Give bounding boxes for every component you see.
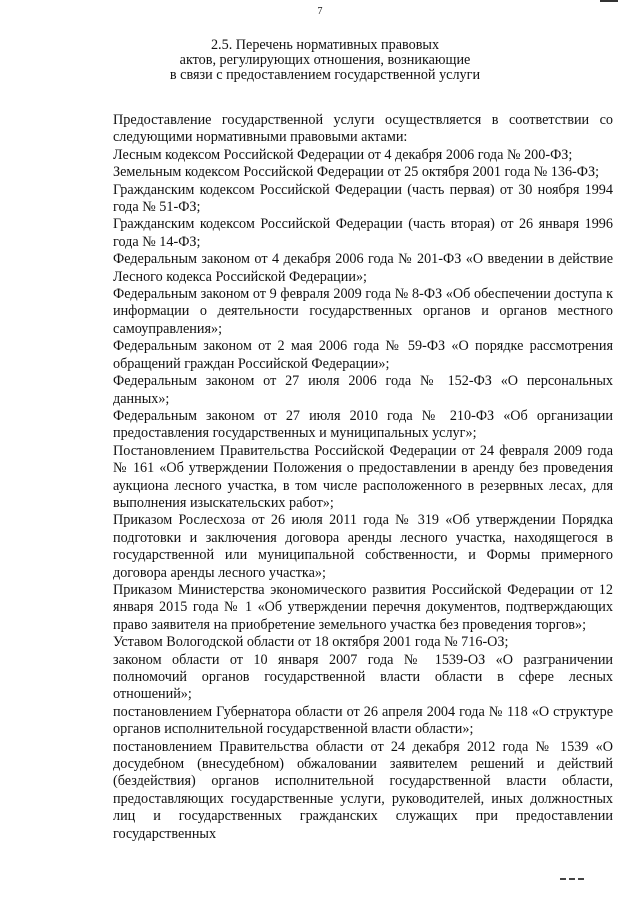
section-heading [100, 38, 550, 83]
paragraph: Гражданским кодексом Российской Федерации (часть вторая) от 26 января 1996 года № 14-ФЗ; [113, 216, 613, 250]
paragraph: Приказом Рослесхоза от 26 июля 2011 года № 319 «Об утверждении Порядка подготовки и заключения договора аренды лесного участка, находящегося в государственной или муниципальной собственности, и Формы примерного договора аренды лесного участка»; [113, 512, 613, 581]
paragraph: Земельным кодексом Российской Федерации от 25 октября 2001 года № 136-ФЗ; [113, 164, 600, 181]
page-number: 7 [317, 6, 323, 17]
paragraph: Федеральным законом от 27 июля 2006 года № 152-ФЗ «О персональных данных»; [113, 373, 613, 407]
heading-line: актов, регулирующих отношения, возникающие [179, 52, 471, 68]
paragraph: Лесным кодексом Российской Федерации от 4 декабря 2006 года № 200-ФЗ; [113, 146, 573, 163]
scan-mark-top [600, 0, 618, 4]
paragraph-intro: Предоставление государственной услуги осуществляется в соответствии со следующими нормативными правовыми актами: [113, 112, 613, 146]
paragraph: Гражданским кодексом Российской Федерации (часть первая) от 30 ноября 1994 года № 51-ФЗ; [113, 181, 613, 216]
document-body [113, 112, 613, 843]
paragraph: постановлением Губернатора области от 26 апреля 2004 года № 118 «О структуре органов исполнительной государственной власти области»; [113, 703, 613, 738]
paragraph: Постановлением Правительства Российской Федерации от 24 февраля 2009 года № 161 «Об утверждении Положения о предоставлении в аренду без проведения аукциона лесного участка, в том числе расположенного в резервных лесах, для выполнения изыскательских работ»; [113, 442, 613, 511]
paragraph: Федеральным законом от 4 декабря 2006 года № 201-ФЗ «О введении в действие Лесного кодекса Российской Федерации»; [113, 251, 613, 285]
paragraph: Федеральным законом от 2 мая 2006 года № 59-ФЗ «О порядке рассмотрения обращений граждан Российской Федерации»; [113, 338, 613, 372]
heading-line: 2.5. Перечень нормативных правовых [210, 37, 440, 53]
scan-mark-bottom [560, 878, 584, 883]
paragraph: Уставом Вологодской области от 18 октября 2001 года № 716-ОЗ; [113, 634, 509, 651]
paragraph: постановлением Правительства области от 24 декабря 2012 года № 1539 «О досудебном (внесудебном) обжаловании заявителем решений и действий (бездействия) органов исполнительной государственной власти области, предоставляющих государственные услуги, руководителей, иных должностных лиц и государственных гражданских служащих при предоставлении государственных [113, 738, 613, 842]
paragraph: Федеральным законом от 27 июля 2010 года № 210-ФЗ «Об организации предоставления государственных и муниципальных услуг»; [113, 407, 613, 442]
paragraph: законом области от 10 января 2007 года № 1539-ОЗ «О разграничении полномочий органов государственной власти области в сфере лесных отношений»; [113, 651, 613, 703]
paragraph: Приказом Министерства экономического развития Российской Федерации от 12 января 2015 года № 1 «Об утверждении перечня документов, подтверждающих право заявителя на приобретение земельного участка без проведения торгов»; [113, 581, 613, 633]
heading-line: в связи с предоставлением государственной услуги [169, 67, 481, 83]
paragraph: Федеральным законом от 9 февраля 2009 года № 8-ФЗ «Об обеспечении доступа к информации о деятельности государственных органов и органов местного самоуправления»; [113, 286, 613, 337]
